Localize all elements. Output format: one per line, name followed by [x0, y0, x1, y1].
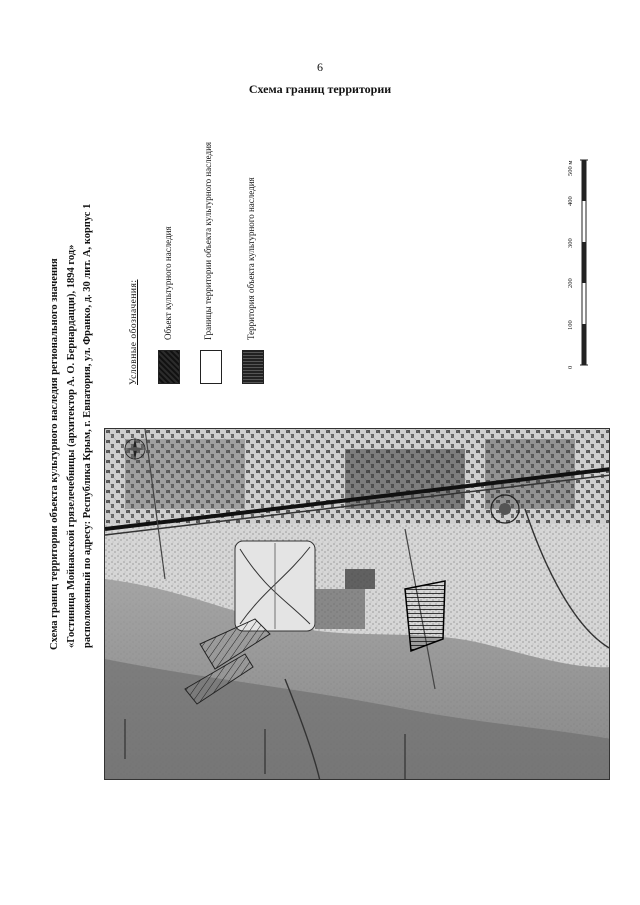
title-line-3: расположенный по адресу: Республика Крым, г. Евпатория, ул. Франко, д. 30 лит. А, корпус 1: [82, 203, 93, 648]
legend-swatch-territory: [242, 350, 264, 384]
page-number: 6: [317, 60, 323, 74]
scale-tick-100: 100: [567, 320, 574, 330]
title-line-1: Схема границ территории объекта культурного наследия регионального значения: [49, 258, 60, 650]
legend-label-territory: Территория объекта культурного наследия: [246, 177, 256, 340]
page-heading: Схема границ территории: [248, 82, 392, 96]
map-graphic: [105, 429, 610, 780]
scale-tick-300: 300: [567, 238, 574, 248]
scale-tick-0: 0: [567, 365, 574, 369]
scale-bar-graphic: [576, 150, 596, 370]
legend-heading: Условные обозначения:: [129, 279, 139, 385]
legend-swatch-object: [158, 350, 180, 384]
scale-tick-200: 200: [567, 278, 574, 288]
scale-tick-400: 400: [567, 196, 574, 206]
legend-label-boundary: Границы территории объекта культурного наследия: [203, 141, 213, 340]
legend-label-object: Объект культурного наследия: [163, 226, 173, 340]
title-line-2: «Гостиница Мойнакской грязелечебницы (архитектор А. О. Бернардацци), 1894 год»: [66, 244, 77, 648]
scale-tick-500: 500 м: [567, 160, 574, 176]
legend-swatch-boundary: [200, 350, 222, 384]
territory-map: [104, 428, 610, 780]
